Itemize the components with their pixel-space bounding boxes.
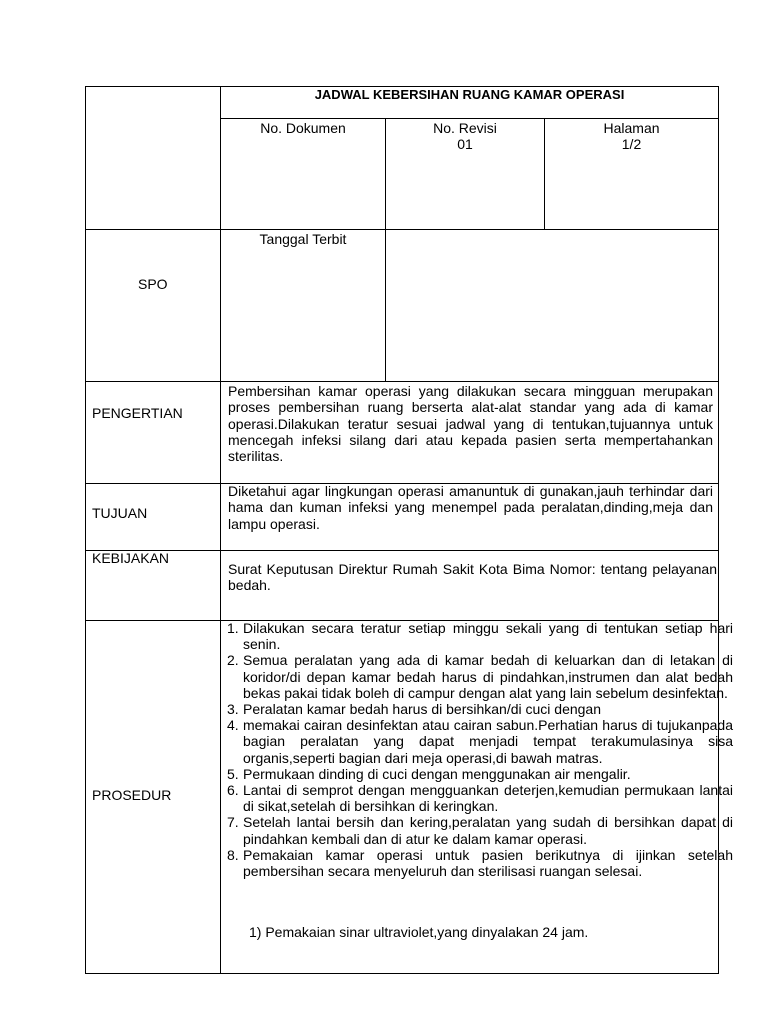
- border-bottom: [85, 973, 719, 974]
- document-title: JADWAL KEBERSIHAN RUANG KAMAR OPERASI: [314, 87, 625, 102]
- prosedur-step: Setelah lantai bersih dan kering,peralatan yang sudah di bersihkan dapat di pindahkan kembali dan di atur ke dalam kamar operasi.: [243, 814, 733, 847]
- tujuan-text: Diketahui agar lingkungan operasi amanuntuk di gunakan,jauh terhindar dari hama dan kuman infeksi yang menempel pada peralatan,dinding,meja dan lampu operasi.: [228, 483, 713, 532]
- no-dokumen-label: No. Dokumen: [260, 120, 346, 136]
- border-spo-bottom: [85, 381, 719, 382]
- tujuan-label: TUJUAN: [92, 505, 148, 521]
- border-tujuan-bottom: [85, 550, 719, 551]
- prosedur-steps: [221, 620, 733, 879]
- pengertian-label: PENGERTIAN: [92, 405, 183, 421]
- prosedur-step: Semua peralatan yang ada di kamar bedah di keluarkan dan di letakan di koridor/di depan kamar bedah harus di pindahkan,instrumen dan alat bedah bekas pakai tidak boleh di campur dengan alat yang lain sebelum desinfektan.: [243, 652, 733, 701]
- border-header-bottom: [85, 229, 719, 230]
- border-title-bottom: [221, 118, 719, 119]
- no-revisi-label: No. Revisi: [433, 120, 497, 136]
- prosedur-step: Peralatan kamar bedah harus di bersihkan/di cuci dengan: [243, 701, 602, 718]
- prosedur-step: Dilakukan secara teratur setiap minggu sekali yang di tentukan setiap hari senin.: [243, 620, 733, 653]
- prosedur-step: Permukaan dinding di cuci dengan menggunakan air mengalir.: [243, 765, 631, 782]
- no-revisi-value: 01: [457, 136, 473, 152]
- border-dokumen-revisi: [385, 118, 386, 382]
- halaman-value: 1/2: [621, 136, 642, 152]
- prosedur-step: Lantai di semprot dengan mengguankan deterjen,kemudian permukaan lantai di sikat,setelah di bersihkan di keringkan.: [243, 782, 733, 815]
- prosedur-step: memakai cairan desinfektan atau cairan sabun.Perhatian harus di tujukanpada bagian peralatan yang dapat menjadi tempat terakumulasinya sisa organis,seperti bagian dari meja operasi,di bawah matras.: [243, 717, 733, 766]
- prosedur-step: Pemakaian kamar operasi untuk pasien berikutnya di ijinkan setelah pembersihan secara menyeluruh dan sterilisasi ruangan selesai.: [243, 846, 733, 880]
- prosedur-sub-step: 1) Pemakaian sinar ultraviolet,yang dinyalakan 24 jam.: [249, 924, 589, 940]
- tanggal-terbit-label: Tanggal Terbit: [259, 231, 347, 247]
- prosedur-label: PROSEDUR: [92, 787, 172, 803]
- halaman-label: Halaman: [603, 120, 660, 136]
- spo-label: SPO: [138, 276, 168, 292]
- kebijakan-text: Surat Keputusan Direktur Rumah Sakit Kota Bima Nomor: tentang pelayanan bedah.: [228, 561, 717, 594]
- border-left: [85, 86, 86, 974]
- pengertian-text: Pembersihan kamar operasi yang dilakukan secara mingguan merupakan proses pembersihan ruang berserta alat-alat standar yang ada di kamar operasi.Dilakukan teratur sesuai jadwal yang di tentukan,tujuannya untuk mencegah infeksi silang dari atau kepada pasien serta mempertahankan sterilitas.: [228, 383, 713, 465]
- kebijakan-label: KEBIJAKAN: [92, 550, 170, 566]
